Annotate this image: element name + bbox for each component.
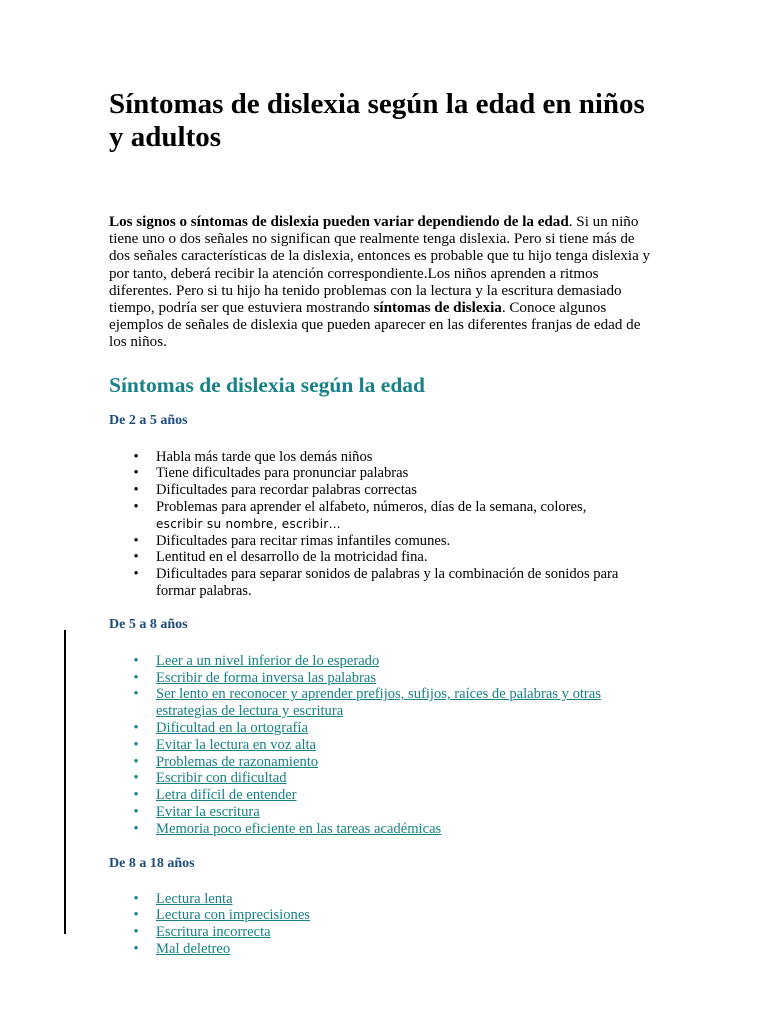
list-item: • Dificultades para recordar palabras correctas [109, 482, 657, 499]
bullet-icon: • [133, 890, 139, 907]
age-group-heading-2-5: De 2 a 5 años [109, 412, 188, 428]
list-link-item[interactable]: • Leer a un nivel inferior de lo esperado [109, 653, 657, 670]
list-item: • Problemas para aprender el alfabeto, números, días de la semana, colores, escribir su nombre, escribir… [109, 499, 657, 533]
list-link-item[interactable]: • Dificultad en la ortografía [109, 720, 657, 737]
bullet-icon: • [133, 669, 139, 686]
list-link-item[interactable]: • Evitar la escritura [109, 804, 657, 821]
intro-bold-lead: Los signos o síntomas de dislexia pueden variar dependiendo de la edad [109, 214, 569, 230]
bullet-icon: • [133, 549, 139, 566]
list-link-item[interactable]: • Mal deletreo [109, 941, 657, 958]
bullet-icon: • [133, 907, 139, 924]
list-link-item[interactable]: • Ser lento en reconocer y aprender prefijos, sufijos, raíces de palabras y otras estrategias de lectura y escritura [109, 686, 657, 720]
document-page [109, 88, 657, 958]
age-group-heading-8-18: De 8 a 18 años [109, 855, 195, 871]
list-link-item[interactable]: • Escribir de forma inversa las palabras [109, 670, 657, 687]
symptom-link-list-8-18 [109, 891, 657, 958]
list-link-item[interactable]: • Memoria poco eficiente en las tareas académicas [109, 821, 657, 838]
handwritten-continuation: escribir su nombre, escribir… [156, 516, 341, 531]
intro-bold-mid: síntomas de dislexia [373, 300, 502, 317]
list-link-item[interactable]: • Lectura lenta [109, 891, 657, 908]
list-link-item[interactable]: • Letra difícil de entender [109, 787, 657, 804]
bullet-icon: • [133, 736, 139, 753]
bullet-icon: • [133, 566, 139, 583]
bullet-icon: • [133, 482, 139, 499]
list-link-item[interactable]: • Evitar la lectura en voz alta [109, 737, 657, 754]
bullet-icon: • [133, 532, 139, 549]
bullet-icon: • [133, 770, 139, 787]
bullet-icon: • [133, 465, 139, 482]
list-item: • Habla más tarde que los demás niños [109, 449, 657, 466]
symptom-list-2-5 [109, 449, 657, 600]
list-item: • Lentitud en el desarrollo de la motricidad fina. [109, 549, 657, 566]
bullet-icon: • [133, 924, 139, 941]
list-link-item[interactable]: • Escritura incorrecta [109, 924, 657, 941]
bullet-icon: • [133, 820, 139, 837]
bullet-icon: • [133, 448, 139, 465]
page-title: Síntomas de dislexia según la edad en niños y adultos [109, 88, 645, 153]
margin-rule-line [64, 630, 66, 934]
age-group-heading-5-8: De 5 a 8 años [109, 616, 188, 632]
intro-text-1: . Si un niño tiene uno o dos señales no significan que realmente tenga dislexia. Pero si tiene más de dos señales características de la dislexia, entonces es probable que tu hijo tenga dislexia y por tanto, deberá recibir la atención correspondiente.Los niños aprenden a ritmos diferentes. Pero si tu hijo ha tenido problemas con la lectura y la escritura demasiado tiempo, podría ser que estuviera mostrando [109, 214, 651, 317]
list-item: • Tiene dificultades para pronunciar palabras [109, 465, 657, 482]
intro-paragraph [109, 214, 657, 352]
bullet-icon: • [133, 803, 139, 820]
intro-text-2: . Conoce algunos ejemplos de señales de dislexia que pueden aparecer en las diferentes franjas de edad de los niños. [109, 300, 641, 351]
list-link-item[interactable]: • Lectura con imprecisiones [109, 907, 657, 924]
list-link-item[interactable]: • Escribir con dificultad [109, 770, 657, 787]
section-heading: Síntomas de dislexia según la edad [109, 372, 425, 397]
bullet-icon: • [133, 686, 139, 703]
bullet-icon: • [133, 787, 139, 804]
bullet-icon: • [133, 499, 139, 516]
list-item: • Dificultades para recitar rimas infantiles comunes. [109, 533, 657, 550]
bullet-icon: • [133, 940, 139, 957]
bullet-icon: • [133, 753, 139, 770]
list-item: • Dificultades para separar sonidos de palabras y la combinación de sonidos para formar palabras. [109, 566, 657, 600]
bullet-icon: • [133, 652, 139, 669]
symptom-link-list-5-8 [109, 653, 657, 838]
list-link-item[interactable]: • Problemas de razonamiento [109, 754, 657, 771]
bullet-icon: • [133, 719, 139, 736]
